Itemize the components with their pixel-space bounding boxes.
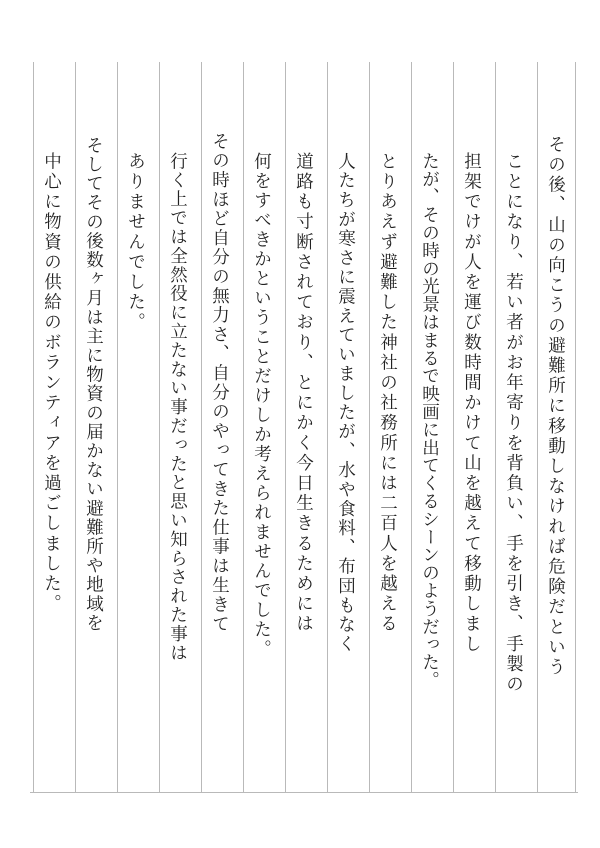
text-line-12: そしてその後数ヶ月は主に物資の届かない避難所や地域を — [83, 136, 104, 633]
text-line-10: 行く上では全然役に立たない事だったと思い知らされた事は — [167, 152, 188, 663]
text-line-11: ありませんでした。 — [125, 152, 146, 333]
ruled-line — [243, 62, 244, 792]
text-line-13: 中心に物資の供給のボランティアを過ごしました。 — [41, 152, 62, 615]
ruled-line — [575, 62, 576, 792]
ruled-line — [327, 62, 328, 792]
text-line-3: 担架でけが人を運び数時間かけて山を越えて移動しまし — [461, 152, 482, 655]
ruled-line — [159, 62, 160, 792]
text-line-4: たが、その時の光景はまるで映画に出てくるシーンのようだった。 — [419, 152, 440, 689]
text-line-7: 道路も寸断されており、とにかく今日生きるためには — [293, 152, 314, 635]
ruled-line — [453, 62, 454, 792]
ruled-line — [33, 62, 34, 792]
ruled-line — [75, 62, 76, 792]
ruled-line — [201, 62, 202, 792]
ruled-line — [411, 62, 412, 792]
ruled-line — [495, 62, 496, 792]
ruled-line — [537, 62, 538, 792]
text-line-1: その後、山の向こうの避難所に移動しなければ危険だという — [545, 135, 566, 678]
text-line-8: 何をすべきかということだけしか考えられませんでした。 — [251, 152, 272, 659]
ruled-line — [369, 62, 370, 792]
ruled-line-bottom — [30, 792, 578, 793]
ruled-line — [117, 62, 118, 792]
text-line-5: とりあえず避難した神社の社務所には二百人を越える — [377, 152, 398, 635]
text-line-6: 人たちが寒さに震えていましたが、水や食料、布団もなく — [335, 152, 356, 654]
text-line-2: ことになり、若い者がお年寄りを背負い、手を引き、手製の — [503, 152, 524, 695]
ruled-line — [285, 62, 286, 792]
text-line-9: その時ほど自分の無力さ、自分のやってきた仕事は生きて — [209, 132, 230, 634]
